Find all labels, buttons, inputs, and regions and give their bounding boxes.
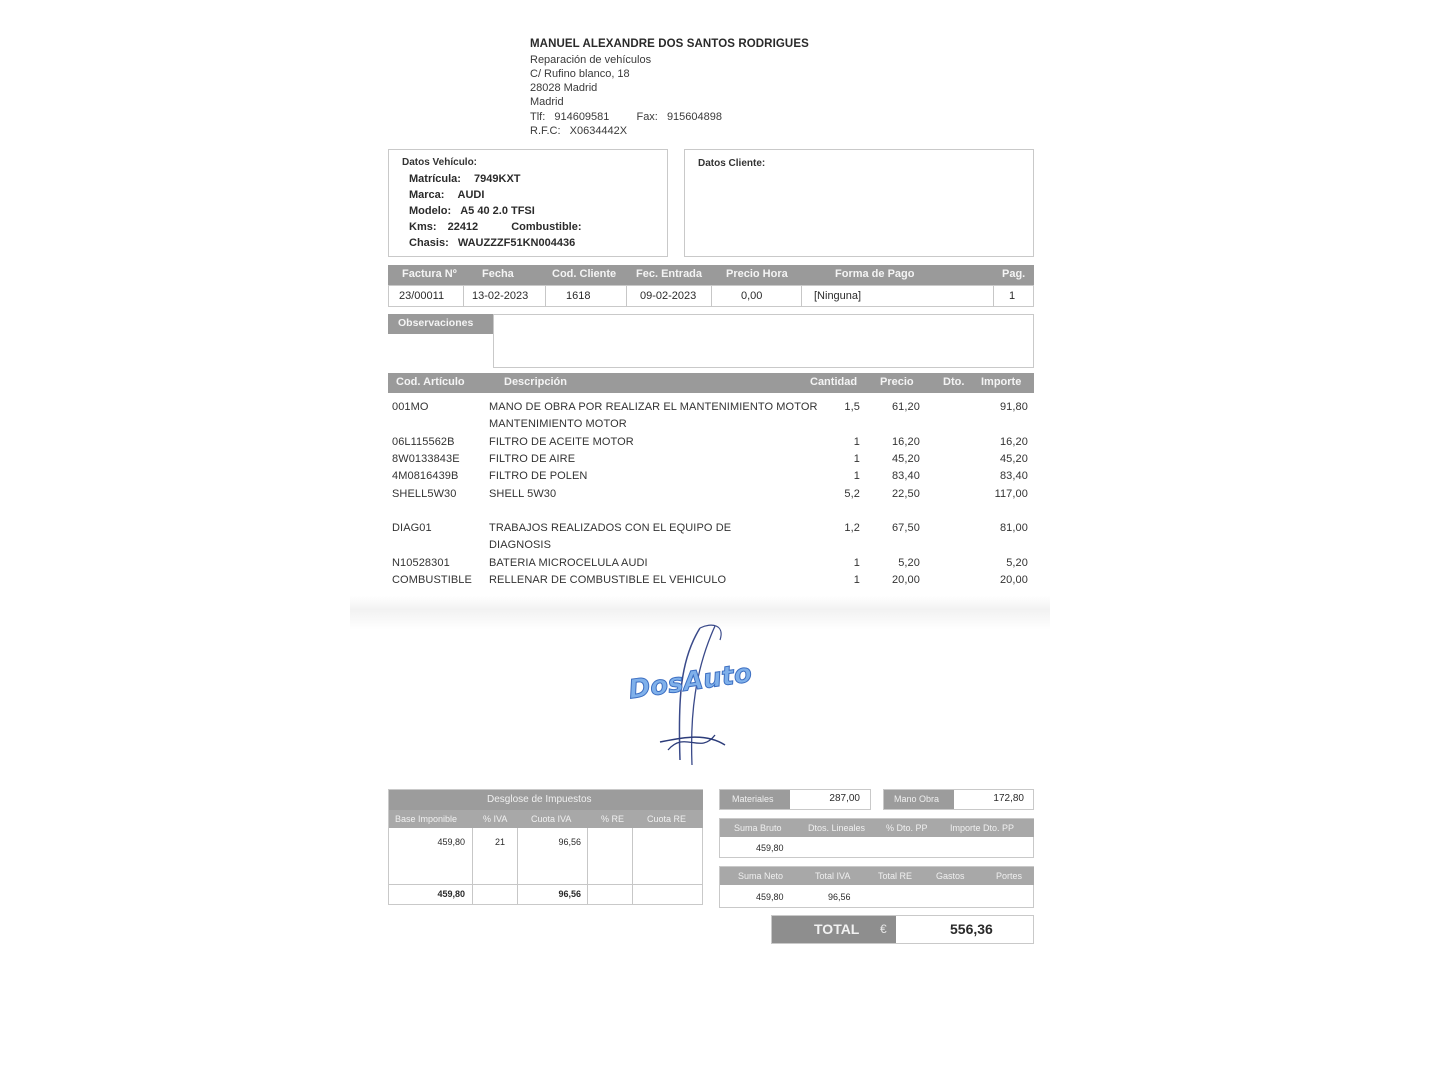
vehicle-kms xyxy=(409,221,582,233)
item-desc-2: MANTENIMIENTO MOTOR xyxy=(489,418,627,430)
divider xyxy=(632,828,633,904)
mano-obra-label-bg xyxy=(884,790,954,809)
item-code: N10528301 xyxy=(392,557,450,569)
divider xyxy=(545,286,546,307)
chasis-label: Chasis: xyxy=(409,237,449,249)
phone-value: 914609581 xyxy=(554,111,610,123)
item-code: 4M0816439B xyxy=(392,470,459,482)
item-amount: 16,20 xyxy=(999,436,1028,448)
col-code: Cod. Artículo xyxy=(396,376,465,388)
item-desc-2: DIAGNOSIS xyxy=(489,539,552,551)
item-code: 8W0133843E xyxy=(392,453,460,465)
invoice-header-bar xyxy=(388,265,1034,285)
combustible-label: Combustible: xyxy=(511,221,582,233)
tax-hdr-base: Base Imponible xyxy=(395,814,458,824)
tax-hdr-iva: % IVA xyxy=(483,814,508,824)
divider xyxy=(993,286,994,307)
hdr-factura: Factura Nº xyxy=(402,268,457,280)
item-amount: 83,40 xyxy=(999,470,1028,482)
col-qty: Cantidad xyxy=(810,376,858,388)
item-price: 67,50 xyxy=(891,522,920,534)
item-price: 45,20 xyxy=(891,453,920,465)
item-price: 5,20 xyxy=(898,557,920,569)
hdr-total-re: Total RE xyxy=(878,871,913,881)
total-iva-value: 96,56 xyxy=(828,892,851,902)
kms-label: Kms: xyxy=(409,221,437,233)
summary-row-2 xyxy=(719,866,1034,908)
item-code: 001MO xyxy=(392,401,429,413)
item-qty: 1,2 xyxy=(844,522,860,534)
item-code: 06L115562B xyxy=(392,436,455,448)
taxes-headers xyxy=(389,810,703,828)
materiales-box xyxy=(719,789,871,810)
hdr-importe-dto-pp: Importe Dto. PP xyxy=(950,823,1015,833)
materiales-value: 287,00 xyxy=(829,793,860,804)
item-desc: MANO DE OBRA POR REALIZAR EL MANTENIMIENTO MOTOR xyxy=(489,401,818,413)
hdr-suma-bruto: Suma Bruto xyxy=(734,823,782,833)
mano-obra-box xyxy=(883,789,1034,810)
signature-stamp xyxy=(620,620,770,770)
val-fecha: 13-02-2023 xyxy=(472,290,529,302)
item-desc: TRABAJOS REALIZADOS CON EL EQUIPO DE xyxy=(489,522,732,534)
taxes-title: Desglose de Impuestos xyxy=(487,794,592,805)
rfc-label: R.F.C: xyxy=(530,125,561,137)
item-price: 16,20 xyxy=(891,436,920,448)
divider xyxy=(801,286,802,307)
item-qty: 1 xyxy=(853,453,860,465)
hdr-dto-pp: % Dto. PP xyxy=(886,823,928,833)
summary-row-1-headers xyxy=(720,819,1034,837)
item-code: SHELL5W30 xyxy=(392,488,457,500)
fax-label: Fax: xyxy=(636,111,658,123)
divider xyxy=(587,828,588,904)
hdr-pag: Pag. xyxy=(1002,268,1026,280)
item-qty: 1 xyxy=(853,557,860,569)
observaciones-field xyxy=(493,314,1034,368)
val-fec-entrada: 09-02-2023 xyxy=(640,290,697,302)
currency-symbol: € xyxy=(880,922,887,936)
item-desc: BATERIA MICROCELULA AUDI xyxy=(489,557,648,569)
materiales-label-bg xyxy=(720,790,790,809)
total-label-bg xyxy=(772,916,896,943)
item-amount: 91,80 xyxy=(999,401,1028,413)
hdr-forma-pago: Forma de Pago xyxy=(835,268,915,280)
item-price: 61,20 xyxy=(891,401,920,413)
hdr-suma-neto: Suma Neto xyxy=(738,871,784,881)
total-value: 556,36 xyxy=(950,921,993,937)
tax-base-total: 459,80 xyxy=(437,889,465,899)
item-qty: 1,5 xyxy=(844,401,860,413)
company-rfc-row xyxy=(530,124,627,138)
hdr-gastos: Gastos xyxy=(936,871,965,881)
item-amount: 45,20 xyxy=(999,453,1028,465)
total-box xyxy=(771,915,1034,944)
vehicle-chasis xyxy=(409,237,575,249)
divider xyxy=(711,286,712,307)
tax-base: 459,80 xyxy=(437,837,465,847)
val-forma-pago: [Ninguna] xyxy=(814,290,862,302)
items-header-bar xyxy=(388,373,1034,393)
divider xyxy=(389,884,703,885)
fax-value: 915604898 xyxy=(666,111,722,123)
item-code: COMBUSTIBLE xyxy=(392,574,472,586)
total-label: TOTAL xyxy=(814,921,860,937)
item-price: 83,40 xyxy=(891,470,920,482)
observaciones-label-box xyxy=(388,314,493,334)
tax-hdr-re: % RE xyxy=(601,814,625,824)
item-desc: FILTRO DE POLEN xyxy=(489,470,588,482)
materiales-label: Materiales xyxy=(732,794,774,804)
col-dto: Dto. xyxy=(943,376,965,388)
item-desc: RELLENAR DE COMBUSTIBLE EL VEHICULO xyxy=(489,574,727,586)
item-amount: 20,00 xyxy=(999,574,1028,586)
mano-obra-value: 172,80 xyxy=(993,793,1024,804)
chasis-value: WAUZZZF51KN004436 xyxy=(457,237,576,249)
vehicle-modelo xyxy=(409,205,535,217)
vehicle-title: Datos Vehículo: xyxy=(402,157,478,168)
col-amount: Importe xyxy=(981,376,1022,388)
val-cod-cliente: 1618 xyxy=(566,290,591,302)
marca-value: AUDI xyxy=(457,189,485,201)
hdr-dtos-lineales: Dtos. Lineales xyxy=(808,823,866,833)
company-activity: Reparación de vehículos xyxy=(530,54,652,66)
stamp-text: DosAuto xyxy=(626,658,754,706)
val-factura: 23/00011 xyxy=(399,290,445,302)
summary-row-2-headers xyxy=(720,867,1034,885)
modelo-label: Modelo: xyxy=(409,205,452,217)
modelo-value: A5 40 2.0 TFSI xyxy=(460,205,535,217)
phone-label: Tlf: xyxy=(530,111,546,123)
company-city: Madrid xyxy=(530,96,564,108)
divider xyxy=(626,286,627,307)
company-address: C/ Rufino blanco, 18 xyxy=(530,68,630,80)
company-phone-row xyxy=(530,110,722,124)
item-amount: 117,00 xyxy=(994,488,1028,500)
hdr-cod-cliente: Cod. Cliente xyxy=(552,268,617,280)
item-qty: 1 xyxy=(853,574,860,586)
hdr-fec-entrada: Fec. Entrada xyxy=(636,268,703,280)
vehicle-marca xyxy=(409,189,484,201)
tax-iva-pct: 21 xyxy=(495,837,506,847)
hdr-portes: Portes xyxy=(996,871,1023,881)
marca-label: Marca: xyxy=(409,189,445,201)
matricula-value: 7949KXT xyxy=(474,173,521,185)
suma-bruto-value: 459,80 xyxy=(756,843,784,853)
item-qty: 5,2 xyxy=(844,488,860,500)
observaciones-label: Observaciones xyxy=(398,317,474,329)
suma-neto-value: 459,80 xyxy=(756,892,784,902)
item-desc: SHELL 5W30 xyxy=(489,488,557,500)
client-box xyxy=(684,149,1034,257)
hdr-total-iva: Total IVA xyxy=(815,871,851,881)
item-qty: 1 xyxy=(853,436,860,448)
hdr-precio-hora: Precio Hora xyxy=(726,268,788,280)
tax-hdr-cuota-re: Cuota RE xyxy=(647,814,687,824)
item-desc: FILTRO DE AIRE xyxy=(489,453,576,465)
tax-cuota-total: 96,56 xyxy=(558,889,581,899)
val-precio-hora: 0,00 xyxy=(741,290,763,302)
company-name: MANUEL ALEXANDRE DOS SANTOS RODRIGUES xyxy=(530,38,809,50)
item-price: 22,50 xyxy=(891,488,920,500)
summary-row-1 xyxy=(719,818,1034,858)
invoice-values-row xyxy=(388,285,1034,307)
company-postal: 28028 Madrid xyxy=(530,82,598,94)
item-amount: 5,20 xyxy=(1006,557,1028,569)
item-price: 20,00 xyxy=(891,574,920,586)
tax-hdr-cuota-iva: Cuota IVA xyxy=(531,814,572,824)
taxes-title-bar xyxy=(389,790,703,810)
client-title: Datos Cliente: xyxy=(698,158,766,169)
vehicle-matricula xyxy=(409,173,521,185)
tax-cuota-iva: 96,56 xyxy=(558,837,581,847)
matricula-label: Matrícula: xyxy=(409,173,461,185)
divider xyxy=(472,828,473,904)
hdr-fecha: Fecha xyxy=(482,268,514,280)
item-desc: FILTRO DE ACEITE MOTOR xyxy=(489,436,634,448)
taxes-box xyxy=(388,789,703,905)
divider xyxy=(463,286,464,307)
col-desc: Descripción xyxy=(504,376,567,388)
item-amount: 81,00 xyxy=(999,522,1028,534)
val-pag: 1 xyxy=(1009,290,1016,302)
divider xyxy=(517,828,518,904)
item-code: DIAG01 xyxy=(392,522,432,534)
col-price: Precio xyxy=(880,376,914,388)
rfc-value: X0634442X xyxy=(569,125,628,137)
item-qty: 1 xyxy=(853,470,860,482)
vehicle-box xyxy=(388,149,668,257)
kms-value: 22412 xyxy=(447,221,479,233)
mano-obra-label: Mano Obra xyxy=(894,794,940,804)
